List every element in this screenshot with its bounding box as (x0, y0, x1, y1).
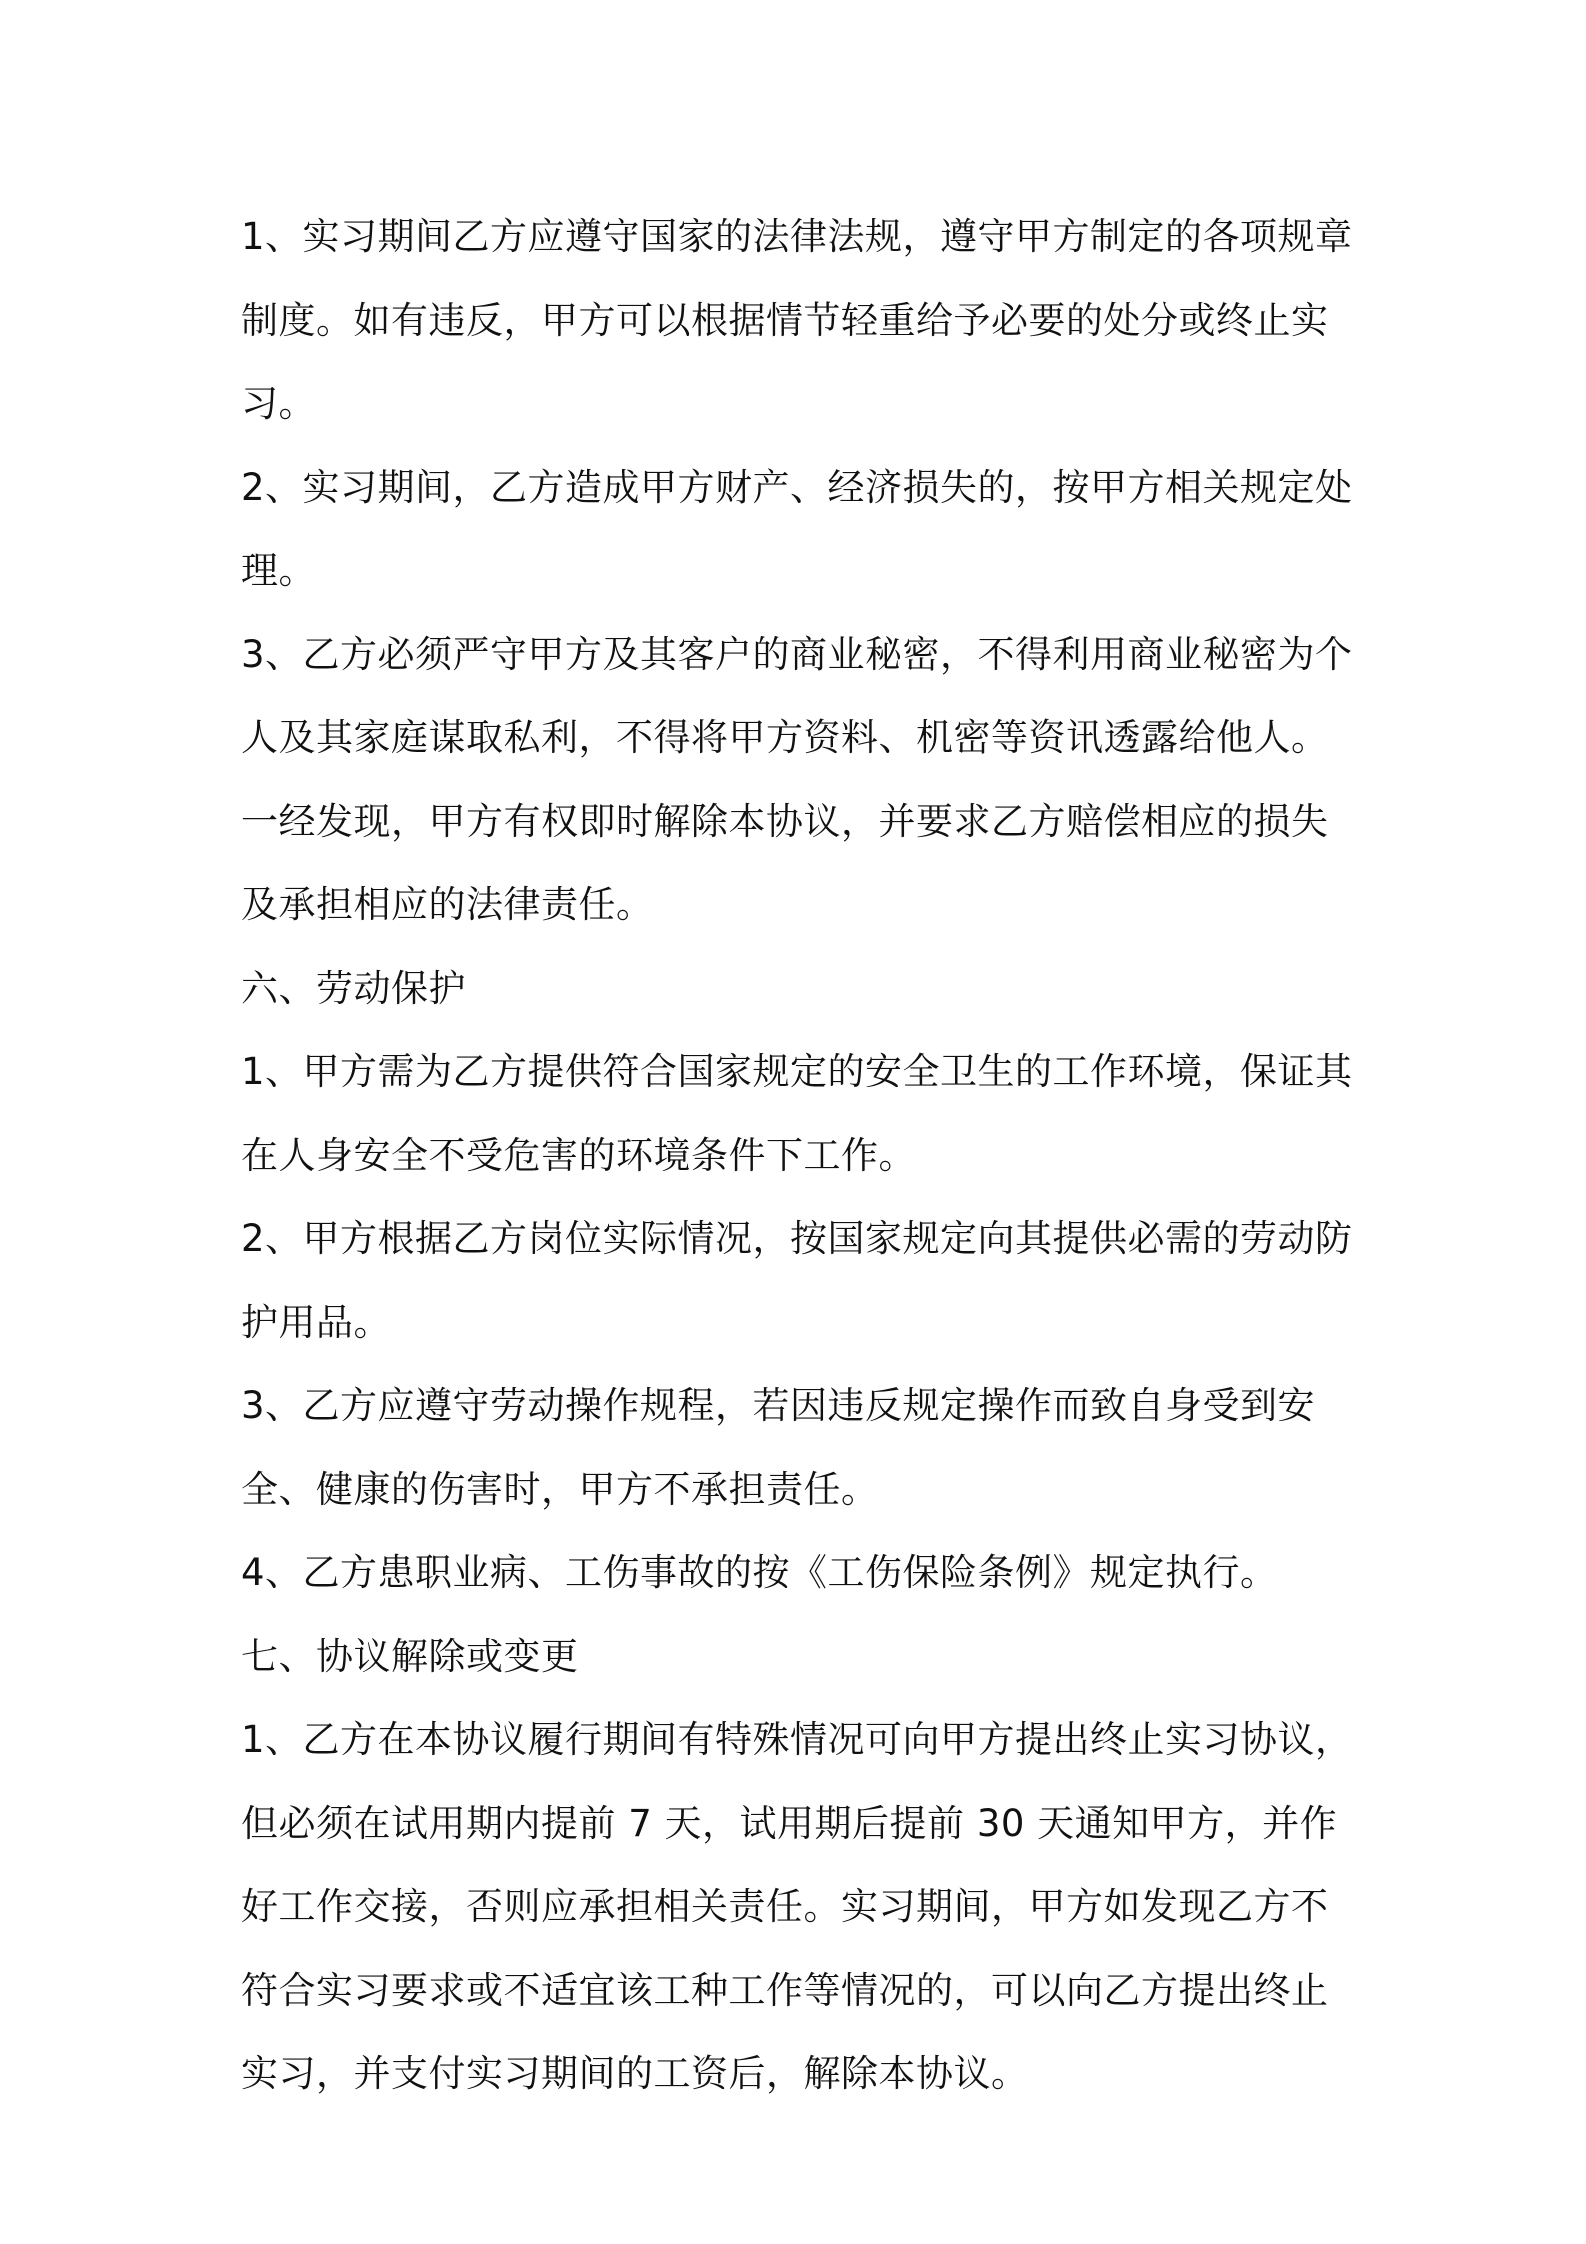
clause-5-1: 1、实习期间乙方应遵守国家的法律法规，遵守甲方制定的各项规章制度。如有违反，甲方可以根据情节轻重给予必要的处分或终止实习。 (241, 215, 1353, 425)
section-6-heading: 六、劳动保护 (241, 966, 466, 1010)
clause-6-1: 1、甲方需为乙方提供符合国家规定的安全卫生的工作环境，保证其在人身安全不受危害的环境条件下工作。 (241, 1050, 1353, 1177)
clause-6-4: 4、乙方患职业病、工伤事故的按《工伤保险条例》规定执行。 (241, 1551, 1278, 1594)
clause-5-3: 3、乙方必须严守甲方及其客户的商业秘密，不得利用商业秘密为个人及其家庭谋取私利，不得将甲方资料、机密等资讯透露给他人。一经发现，甲方有权即时解除本协议，并要求乙方赔偿相应的损失及承担相应的法律责任。 (241, 632, 1353, 926)
clause-6-3: 3、乙方应遵守劳动操作规程，若因违反规定操作而致自身受到安全、健康的伤害时，甲方不承担责任。 (241, 1384, 1316, 1511)
document-body (241, 195, 1361, 2116)
section-7-heading: 七、协议解除或变更 (241, 1634, 579, 1678)
clause-6-2: 2、甲方根据乙方岗位实际情况，按国家规定向其提供必需的劳动防护用品。 (241, 1217, 1353, 1344)
clause-7-1: 1、乙方在本协议履行期间有特殊情况可向甲方提出终止实习协议，但必须在试用期内提前 7 天，试用期后提前 30 天通知甲方，并作好工作交接，否则应承担相关责任。实习期间，甲方如发现乙方不符合实习要求或不适宜该工种工作等情况的，可以向乙方提出终止实习，并支付实习期间的工资后，解除本协议。 (241, 1718, 1353, 2095)
clause-5-2: 2、实习期间，乙方造成甲方财产、经济损失的，按甲方相关规定处理。 (241, 465, 1353, 592)
